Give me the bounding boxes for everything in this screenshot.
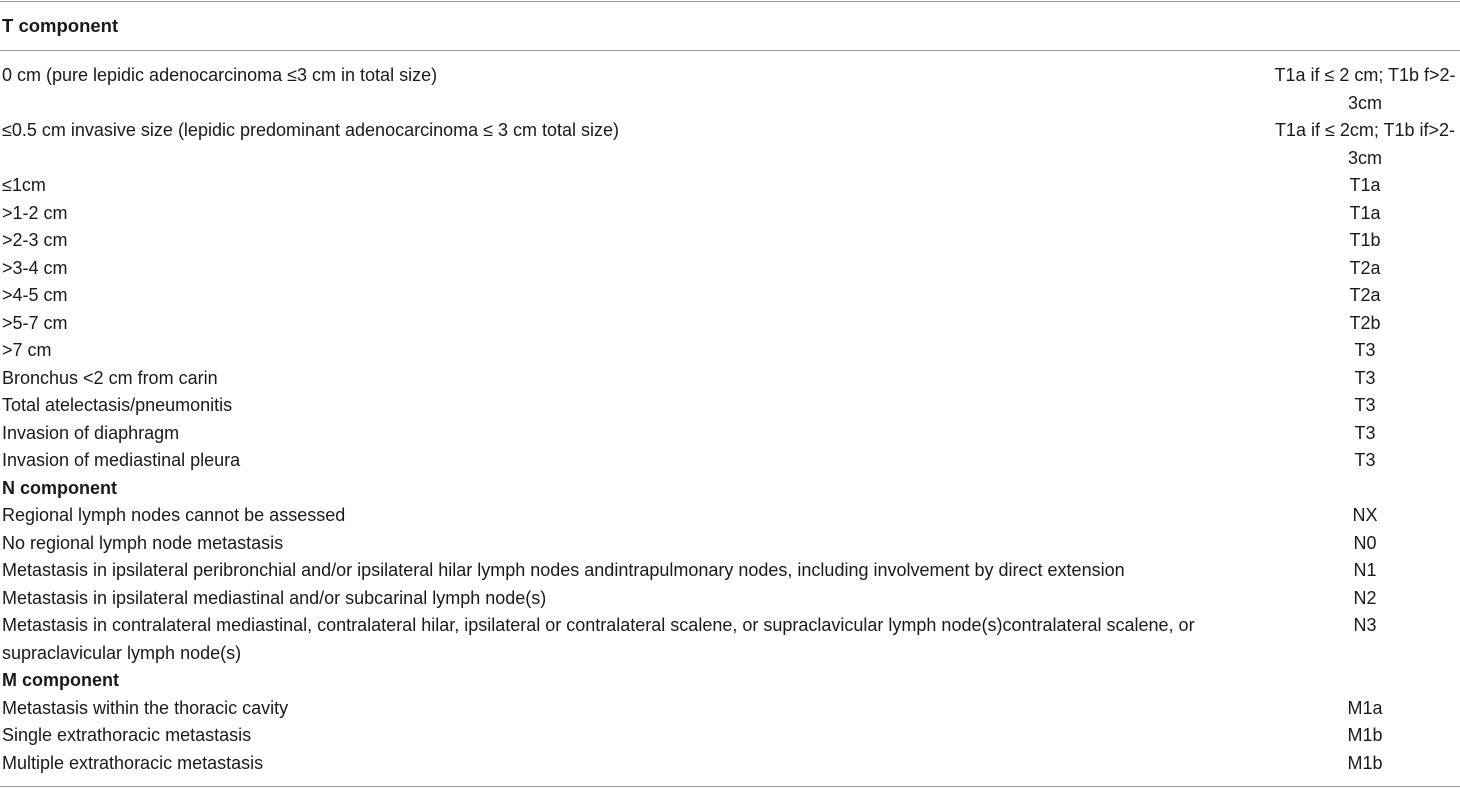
table-row — [0, 282, 1460, 310]
row-label: >2-3 cm — [2, 230, 68, 250]
table-row — [0, 420, 1460, 448]
table-row — [0, 172, 1460, 200]
table-row — [0, 750, 1460, 778]
row-label: Metastasis in contralateral mediastinal, contralateral hilar, ipsilateral or contralateral scalene, or supraclavicular lymph node(s)contralateral scalene, or supraclavicular lymph node(s) — [2, 615, 1195, 663]
row-label: Metastasis in ipsilateral mediastinal and/or subcarinal lymph node(s) — [2, 587, 547, 608]
row-stage-code: M1a — [1347, 697, 1383, 718]
row-stage-code: NX — [1352, 505, 1378, 525]
row-label: Invasion of diaphragm — [2, 422, 180, 443]
section-heading-row — [0, 475, 1460, 503]
row-label: >7 cm — [2, 340, 52, 360]
row-stage-code: N3 — [1353, 615, 1377, 635]
row-label: Metastasis in ipsilateral peribronchial and/or ipsilateral hilar lymph nodes andintrapulmonary nodes, including involvement by direct extension — [2, 560, 1125, 580]
row-stage-code: N2 — [1353, 587, 1377, 608]
row-label: >5-7 cm — [2, 312, 68, 333]
table-row — [0, 337, 1460, 365]
row-label: Invasion of mediastinal pleura — [2, 450, 241, 470]
row-label: ≤1cm — [2, 175, 46, 195]
row-label: Total atelectasis/pneumonitis — [2, 395, 233, 415]
table-row — [0, 585, 1460, 613]
table-row — [0, 310, 1460, 338]
row-stage-code: T1a — [1349, 202, 1381, 223]
table-row — [0, 530, 1460, 558]
section-heading: N component — [2, 477, 117, 498]
table-row — [0, 255, 1460, 283]
table-row — [0, 557, 1460, 585]
row-label: Bronchus <2 cm from carin — [2, 367, 218, 388]
table-row — [0, 62, 1460, 117]
row-stage-code: N0 — [1353, 532, 1377, 553]
row-stage-code: T2a — [1349, 257, 1381, 278]
table-header: T component — [2, 15, 119, 36]
row-stage-code: T3 — [1354, 340, 1376, 360]
section-heading-row — [0, 667, 1460, 695]
table-row — [0, 612, 1460, 667]
table-row — [0, 200, 1460, 228]
row-label: Metastasis within the thoracic cavity — [2, 697, 289, 718]
table-bottom-rule — [0, 786, 1460, 787]
table-body — [0, 62, 1460, 777]
row-label: >3-4 cm — [2, 257, 68, 278]
row-stage-code: T3 — [1354, 395, 1376, 415]
table-top-rule — [0, 1, 1460, 2]
table-row — [0, 695, 1460, 723]
row-label: >1-2 cm — [2, 202, 68, 223]
header-bottom-rule — [0, 50, 1460, 51]
row-label: 0 cm (pure lepidic adenocarcinoma ≤3 cm in total size) — [2, 65, 438, 85]
row-label: No regional lymph node metastasis — [2, 532, 284, 553]
row-stage-code: T2b — [1349, 312, 1381, 333]
row-stage-code: T1a — [1349, 175, 1381, 195]
table-row — [0, 227, 1460, 255]
row-label: Multiple extrathoracic metastasis — [2, 752, 264, 773]
row-stage-code: T1a if ≤ 2 cm; T1b f>2-3cm — [1274, 65, 1456, 113]
row-stage-code: N1 — [1353, 560, 1377, 580]
table-row — [0, 722, 1460, 750]
row-stage-code: T1a if ≤ 2cm; T1b if>2-3cm — [1274, 120, 1456, 168]
row-stage-code: T3 — [1354, 367, 1376, 388]
row-label: Regional lymph nodes cannot be assessed — [2, 505, 346, 525]
row-stage-code: T2a — [1349, 285, 1381, 305]
section-heading: M component — [2, 670, 119, 690]
table-row — [0, 502, 1460, 530]
row-stage-code: M1b — [1347, 725, 1383, 745]
row-label: Single extrathoracic metastasis — [2, 725, 252, 745]
row-stage-code: T1b — [1349, 230, 1381, 250]
table-row — [0, 447, 1460, 475]
table-row — [0, 117, 1460, 172]
row-stage-code: M1b — [1347, 752, 1383, 773]
row-label: >4-5 cm — [2, 285, 68, 305]
row-stage-code: T3 — [1354, 450, 1376, 470]
row-label: ≤0.5 cm invasive size (lepidic predominant adenocarcinoma ≤ 3 cm total size) — [2, 120, 620, 140]
table-row — [0, 365, 1460, 393]
row-stage-code: T3 — [1354, 422, 1376, 443]
table-row — [0, 392, 1460, 420]
